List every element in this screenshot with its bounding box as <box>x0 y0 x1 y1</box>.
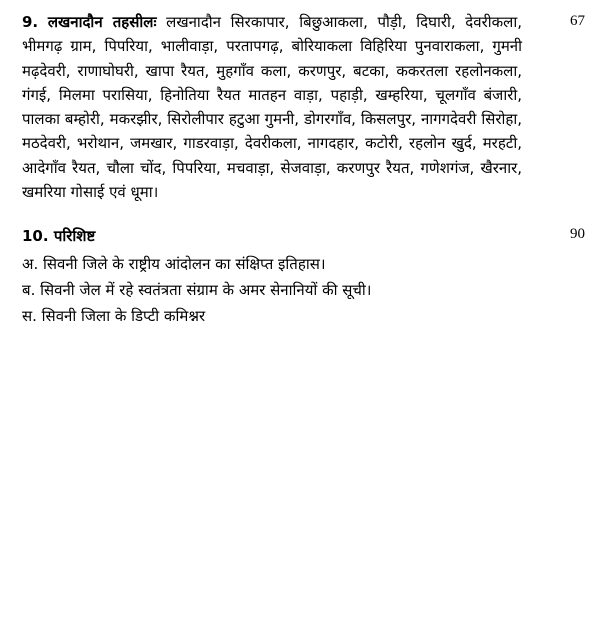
entry-number: 9. <box>22 13 39 31</box>
appendix-item-c: स. सिवनी जिला के डिप्टी कमिश्नर <box>22 307 206 325</box>
entry-number: 10. <box>22 227 49 245</box>
toc-entry-9 <box>22 10 522 204</box>
appendix-item-a: अ. सिवनी जिले के राष्ट्रीय आंदोलन का संक्षिप्त इतिहास। <box>22 255 326 273</box>
appendix-subitems <box>22 251 522 329</box>
page-number-entry-10: 90 <box>570 226 585 242</box>
entry-title: लखनादौन तहसीलः <box>47 13 157 31</box>
page-number-entry-9: 67 <box>570 13 585 29</box>
toc-entry-10-heading <box>22 226 95 246</box>
entry-title: परिशिष्ट <box>53 227 96 245</box>
appendix-item-b: ब. सिवनी जेल में रहे स्वतंत्रता संग्राम के अमर सेनानियों की सूची। <box>22 281 372 299</box>
toc-entry-9-body <box>22 10 522 204</box>
entry-text: लखनादौन सिरकापार, बिछुआकला, पौड़ी, दिघारी, देवरीकला, भीमगढ़ ग्राम, पिपरिया, भालीवाड़ा, परतापगढ़, बोरियाकला विहिरिया पुनवाराकला, गुमनी मढ़देवरी, राणाघोघरी, खापा रैयत, मुहगाँव कला, करणपुर, बटका, ककरतला रहलोनकला, गंगई, मिलमा परासिया, हिनोतिया रैयत मातहन वाड़ा, पहाड़ी, खम्हरिया, चूलगाँव बंजारी, पालका बम्होरी, मकरझीर, सिरोलीपार हटुआ गुमनी, डोगरगाँव, किसलपुर, नागगदेवरी सिरोहा, मठदेवरी, भरोथान, जमखार, गाडरवाड़ा, देवरीकला, नागदहार, कटोरी, रहलोन खुर्द, मरहटी, आदेगाँव रैयत, चौला चोंद, पिपरिया, मचवाड़ा, सेजवाड़ा, करणपुर रैयत, गणेशगंज, खैरनार, खमरिया गोसाई एवं धूमा। <box>22 13 522 202</box>
